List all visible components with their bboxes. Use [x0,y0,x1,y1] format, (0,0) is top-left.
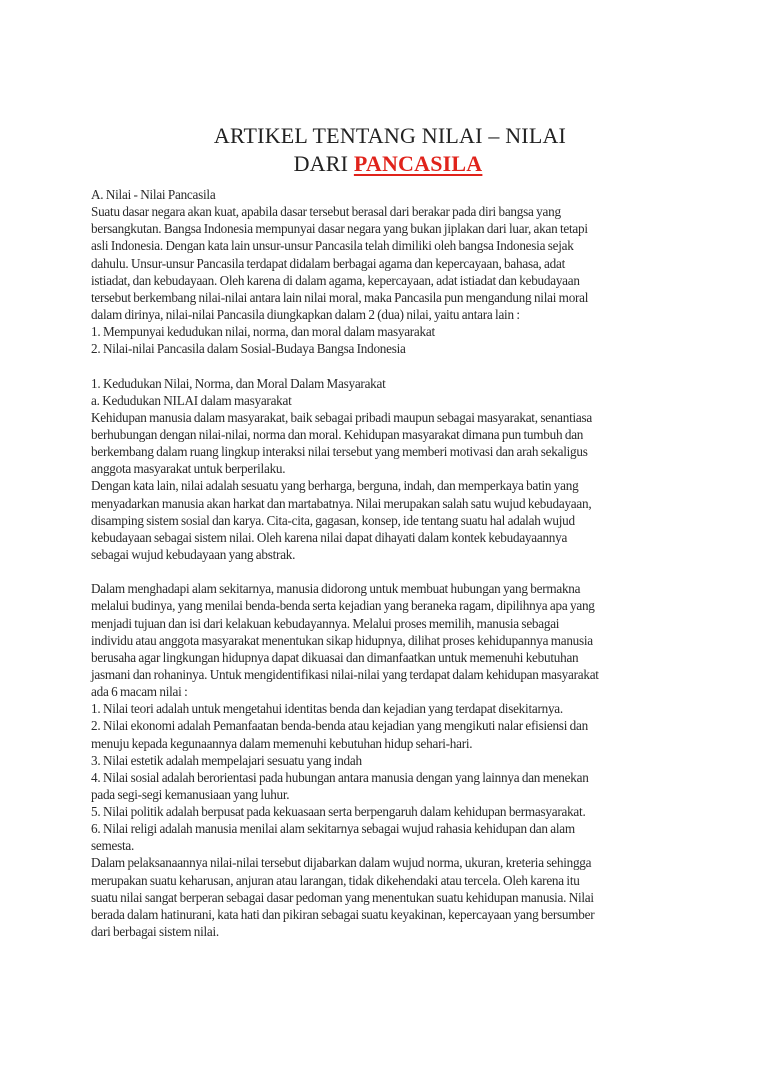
paragraph-line: dalam dirinya, nilai-nilai Pancasila diungkapkan dalam 2 (dua) nilai, yaitu antara lain : [91,306,520,322]
paragraph-line: kebudayaan sebagai sistem nilai. Oleh karena nilai dapat dihayati dalam kontek kebudayaannya [91,529,568,545]
title-prefix: DARI [293,151,349,176]
paragraph-line: melalui budinya, yang menilai benda-benda serta kejadian yang beraneka ragam, dipilihnya apa yang [91,598,595,614]
list-item: 6. Nilai religi adalah manusia menilai alam sekitarnya sebagai wujud rahasia kehidupan dan alam [91,821,575,837]
paragraph-line: asli Indonesia. Dengan kata lain unsur-unsur Pancasila telah dimiliki oleh bangsa Indonesia sejak [91,238,574,254]
document-title-line-1: ARTIKEL TENTANG NILAI – NILAI [213,123,567,148]
paragraph-line: berusaha agar lingkungan hidupnya dapat dikuasai dan dimanfaatkan untuk memenuhi kebutuhan [91,649,579,665]
section-heading: A. Nilai - Nilai Pancasila [91,187,216,202]
list-item: 1. Mempunyai kedudukan nilai, norma, dan moral dalam masyarakat [91,324,435,340]
paragraph-line: suatu nilai sangat berperan sebagai dasar pedoman yang menentukan suatu kehidupan manusia. Nilai [91,889,594,905]
list-item: 2. Nilai ekonomi adalah Pemanfaatan benda-benda atau kejadian yang mengikuti nalar efisiensi dan [91,718,588,734]
paragraph-line: Dalam menghadapi alam sekitarnya, manusia didorong untuk membuat hubungan yang bermakna [91,581,581,597]
paragraph-line: Suatu dasar negara akan kuat, apabila dasar tersebut berasal dari berakar pada diri bangsa yang [91,204,561,220]
paragraph-gap [91,357,691,374]
paragraph-line: berhubungan dengan nilai-nilai, norma dan moral. Kehidupan masyarakat dimana pun tumbuh dan [91,426,584,442]
list-item: pada segi-segi kemanusiaan yang luhur. [91,786,290,802]
paragraph-line: menyadarkan manusia akan harkat dan martabatnya. Nilai merupakan salah satu wujud kebudayaan, [91,495,592,511]
list-item: 4. Nilai sosial adalah berorientasi pada hubungan antara manusia dengan yang lainnya dan menekan [91,769,589,785]
paragraph-line: berkembang dalam ruang lingkup interaksi nilai tersebut yang memberi motivasi dan arah sekaligus [91,444,588,460]
list-item: 2. Nilai-nilai Pancasila dalam Sosial-Budaya Bangsa Indonesia [91,341,406,357]
paragraph-line: ada 6 macam nilai : [91,684,188,700]
paragraph-line: Dengan kata lain, nilai adalah sesuatu yang berharga, berguna, indah, dan memperkaya batin yang [91,478,579,494]
section-kedudukan-nilai [91,375,691,564]
paragraph-line: tersebut berkembang nilai-nilai antara lain nilai moral, maka Pancasila pun mengandung nilai moral [91,289,589,305]
paragraph-gap [91,563,691,580]
paragraph-line: menjadi tujuan dan isi dari kelakuan kebudayannya. Melalui proses memilih, manusia sebagai [91,615,560,631]
paragraph-line: sebagai wujud kebudayaan yang abstrak. [91,546,296,562]
list-item: 1. Nilai teori adalah untuk mengetahui identitas benda dan kejadian yang terdapat disekitarnya. [91,701,563,717]
list-item: menuju kepada kegunaannya dalam memenuhi kebutuhan hidup sehari-hari. [91,735,473,751]
section-nilai-pancasila [91,186,691,357]
paragraph-line: Kehidupan manusia dalam masyarakat, baik sebagai pribadi maupun sebagai masyarakat, senantiasa [91,409,593,425]
list-item: 3. Nilai estetik adalah mempelajari sesuatu yang indah [91,752,362,768]
section-heading: 1. Kedudukan Nilai, Norma, dan Moral Dalam Masyarakat [91,375,386,391]
list-item: semesta. [91,838,135,854]
paragraph-line: disamping sistem sosial dan karya. Cita-cita, gagasan, konsep, ide tentang suatu hal adalah wujud [91,512,575,528]
paragraph-line: Dalam pelaksanaannya nilai-nilai tersebut dijabarkan dalam wujud norma, ukuran, kreteria sehingga [91,855,592,871]
paragraph-line: jasmani dan rohaninya. Untuk mengidentifikasi nilai-nilai yang terdapat dalam kehidupan masyarakat [91,666,599,682]
paragraph-line: individu atau anggota masyarakat menentukan sikap hidupnya, dilihat proses kehidupannya manusia [91,632,593,648]
section-macam-nilai [91,580,691,940]
paragraph-line: bersangkutan. Bangsa Indonesia mempunyai dasar negara yang bukan jiplakan dari luar, akan tetapi [91,221,588,237]
paragraph-line: merupakan suatu keharusan, anjuran atau larangan, tidak dikehendaki atau tercela. Oleh karena itu [91,872,580,888]
title-accent-pancasila: PANCASILA [353,151,483,176]
paragraph-line: dahulu. Unsur-unsur Pancasila terdapat didalam berbagai agama dan kepercayaan, bahasa, adat [91,255,565,271]
list-item: 5. Nilai politik adalah berpusat pada kekuasaan serta berpengaruh dalam kehidupan bermasyarakat. [91,804,586,820]
paragraph-line: dari berbagai sistem nilai. [91,924,219,940]
document-title-line-2 [4,150,768,178]
article-body [91,186,691,940]
paragraph-line: anggota masyarakat untuk berperilaku. [91,461,286,477]
paragraph-line: berada dalam hatinurani, kata hati dan pikiran sebagai suatu keyakinan, kepercayaan yang bersumber [91,906,595,922]
subsection-heading: a. Kedudukan NILAI dalam masyarakat [91,392,292,408]
paragraph-line: istiadat, dan kebudayaan. Oleh karena di dalam agama, kepercayaan, adat istiadat dan kebudayaan [91,272,580,288]
